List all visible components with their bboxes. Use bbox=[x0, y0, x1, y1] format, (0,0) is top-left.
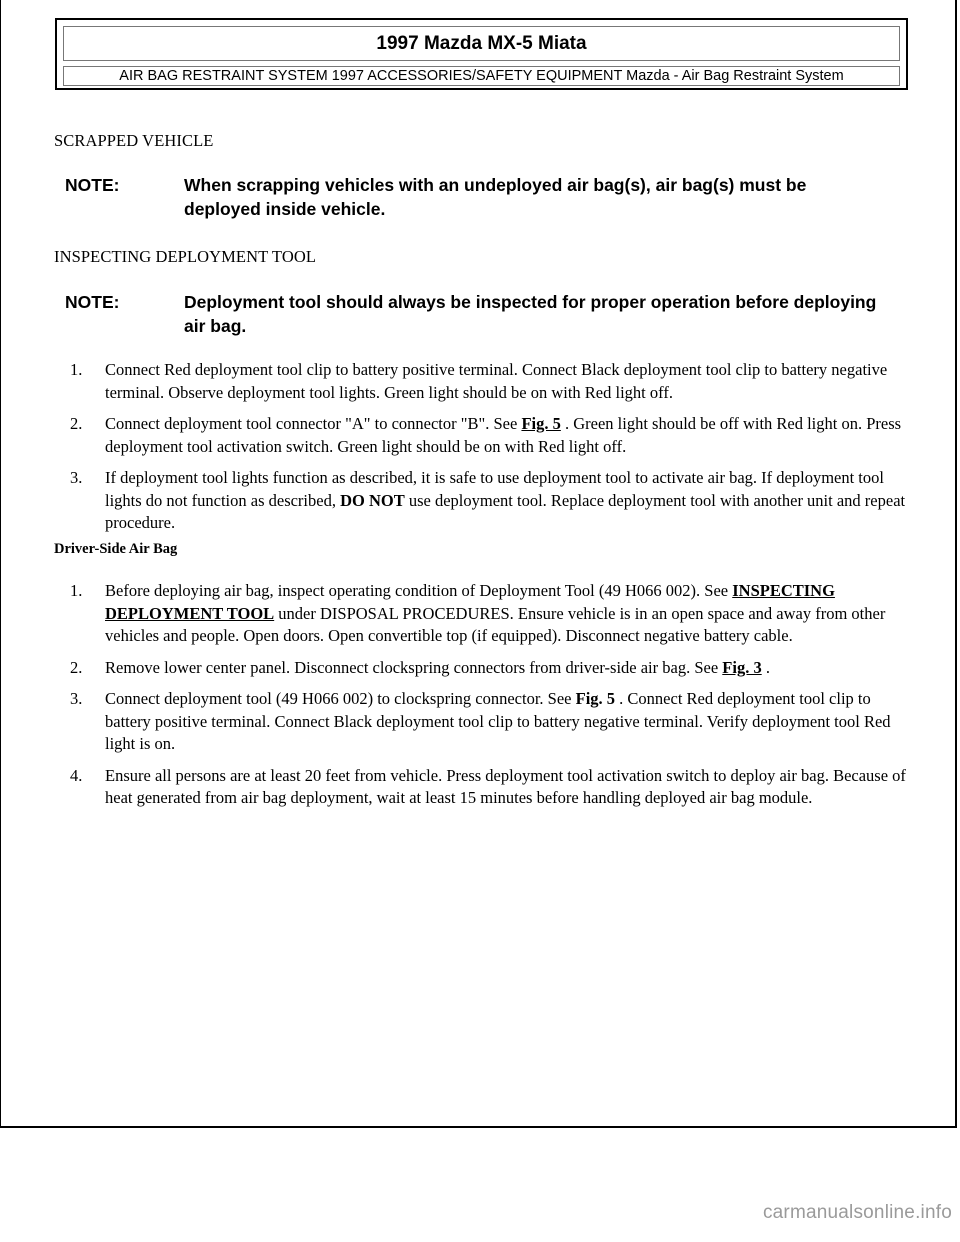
driver-side-heading: Driver-Side Air Bag bbox=[54, 541, 178, 557]
step-number: 1. bbox=[70, 360, 83, 379]
step-number: 2. bbox=[70, 414, 83, 433]
note-text: Deployment tool should always be inspected for proper operation before deploying air bag. bbox=[184, 292, 877, 336]
list-item bbox=[70, 359, 910, 404]
step-text: Connect Red deployment tool clip to battery positive terminal. Connect Black deployment tool clip to battery negative terminal. Observe deployment tool lights. Green light should be on with Red light off. bbox=[105, 360, 888, 402]
scrapped-vehicle-heading: SCRAPPED VEHICLE bbox=[54, 131, 214, 150]
step-text: Before deploying air bag, inspect operating condition of Deployment Tool (49 H066 002). See bbox=[105, 581, 733, 600]
step-number: 4. bbox=[70, 765, 83, 785]
inspecting-tool-link[interactable]: INSPECTING DEPLOYMENT TOOL bbox=[105, 581, 835, 623]
step-text: Connect deployment tool (49 H066 002) to clockspring connector. See bbox=[105, 689, 576, 708]
document-title: 1997 Mazda MX-5 Miata bbox=[63, 26, 900, 61]
note-label: NOTE: bbox=[65, 175, 120, 195]
document-header bbox=[55, 18, 908, 90]
step-text: Remove lower center panel. Disconnect clockspring connectors from driver-side air bag. See bbox=[105, 657, 723, 677]
list-item bbox=[70, 467, 910, 535]
step-text: under DISPOSAL PROCEDURES. Ensure vehicle is in an open space and away from other vehicles and people. Open doors. Open convertible top (if equipped). Disconnect negative battery cable. bbox=[105, 603, 886, 645]
step-number: 1. bbox=[70, 581, 83, 600]
step-text: Connect deployment tool connector "A" to connector "B". See bbox=[105, 414, 522, 433]
step-text: . Connect Red deployment tool clip to battery positive terminal. Connect Black deployment tool clip to battery negative terminal. Verify deployment tool Red light is on. bbox=[105, 689, 891, 753]
step-number: 3. bbox=[70, 689, 83, 708]
fig-5-link[interactable]: Fig. 5 bbox=[521, 414, 561, 433]
note-label: NOTE: bbox=[65, 292, 120, 312]
step-text: Ensure all persons are at least 20 feet from vehicle. Press deployment tool activation switch to deploy air bag. Because of heat generated from air bag deployment, wait at least 15 minutes before handling deployed air bag module. bbox=[105, 765, 906, 807]
fig-5-link[interactable]: Fig. 5 bbox=[575, 689, 616, 708]
step-text: If deployment tool lights function as described, it is safe to use deployment tool to activate air bag. If deployment tool lights do not function as described, bbox=[105, 468, 884, 510]
step-text: . Green light should be off with Red light on. Press deployment tool activation switch. Green light should be on with Red light off. bbox=[105, 414, 902, 456]
list-item bbox=[70, 765, 910, 810]
list-item bbox=[70, 580, 910, 648]
note-text: When scrapping vehicles with an undeployed air bag(s), air bag(s) must be deployed inside vehicle. bbox=[184, 175, 807, 219]
inspecting-tool-heading: INSPECTING DEPLOYMENT TOOL bbox=[54, 247, 317, 266]
list-item bbox=[70, 657, 910, 680]
document-subtitle: AIR BAG RESTRAINT SYSTEM 1997 ACCESSORIES/SAFETY EQUIPMENT Mazda - Air Bag Restraint System bbox=[63, 66, 900, 86]
fig-3-link[interactable]: Fig. 3 bbox=[722, 657, 762, 677]
step-number: 2. bbox=[70, 657, 83, 677]
list-item bbox=[70, 688, 910, 756]
step-number: 3. bbox=[70, 468, 83, 487]
do-not-emphasis: DO NOT bbox=[340, 490, 405, 510]
step-text: use deployment tool. Replace deployment tool with another unit and repeat procedure. bbox=[105, 490, 906, 532]
inspecting-steps bbox=[70, 359, 910, 544]
list-item bbox=[70, 413, 910, 458]
step-text: . bbox=[761, 657, 770, 677]
driver-side-steps bbox=[70, 580, 910, 819]
watermark: carmanualsonline.info bbox=[762, 1202, 952, 1223]
